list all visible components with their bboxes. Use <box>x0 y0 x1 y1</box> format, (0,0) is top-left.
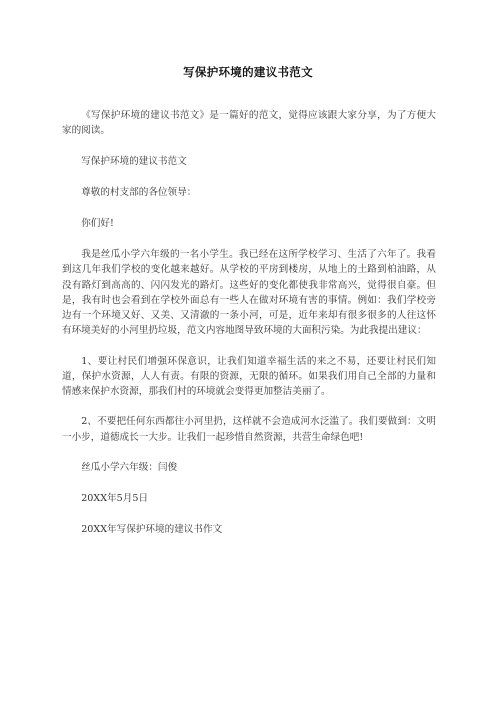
body-paragraph: 我是丝瓜小学六年级的一名小学生。我已经在这所学校学习、生活了六年了。我看到这几年我们学校的变化越来越好。从学校的平房到楼房，从地上的土路到柏油路，从没有路灯到高高的、闪闪发光的路灯。这些好的变化都使我非常高兴，觉得很自豪。但是，我有时也会看到在学校外面总有一些人在做对环境有害的事情。例如：我们学校旁边有一个环境又好、又美、又清澈的一条小河，可是，近年来却有很多很多的人往这怀有环境美好的小河里扔垃圾，范文内容地图导致环境的大面积污染。为此我提出建议： <box>62 249 436 337</box>
document-title: 写保护环境的建议书范文 <box>183 65 313 79</box>
suggestion-2: 2、不要把任何东西都往小河里扔，这样就不会造成河水泛滥了。我们要做到：文明一小步，道德成长一大步。让我们一起珍惜自然资源，共营生命绿色吧! <box>62 416 436 443</box>
next-article-title: 20XX年写保护环境的建议书作文 <box>81 524 223 536</box>
signature: 丝瓜小学六年级：闫俊 <box>81 462 178 473</box>
salutation: 尊敬的村支部的各位领导： <box>81 186 197 198</box>
letter-heading: 写保护环境的建议书范文 <box>81 155 187 167</box>
document-body <box>62 108 436 554</box>
intro-paragraph: 《写保护环境的建议书范文》是一篇好的范文，觉得应该跟大家分享，为了方便大家的阅读。 <box>62 110 436 137</box>
date: 20XX年5月5日 <box>81 493 149 505</box>
suggestion-1: 1、要让村民们增强环保意识，让我们知道幸福生活的来之不易，还要让村民们知道，保护水资源，人人有责。有限的资源，无限的循环。如果我们用自己全部的力量和情感来保护水资源，那我们村的环境就会变得更加整洁美丽了。 <box>62 355 436 398</box>
greeting: 你们好! <box>81 218 114 229</box>
